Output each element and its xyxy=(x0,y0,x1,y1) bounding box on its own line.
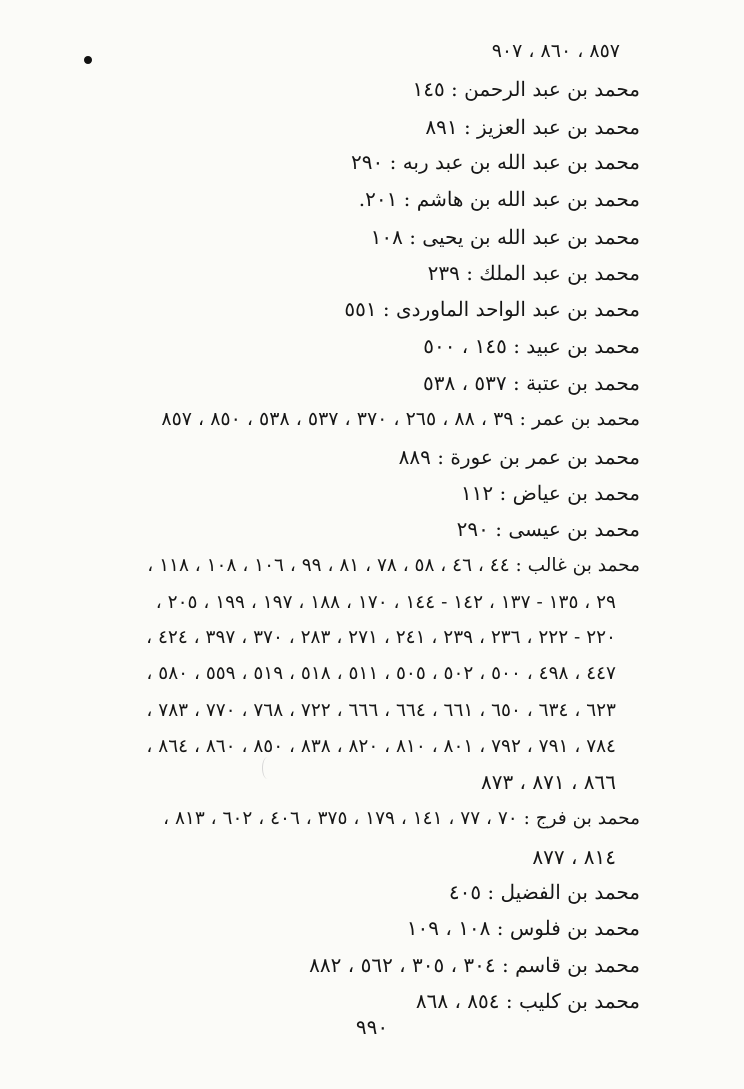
ink-dot xyxy=(84,56,92,64)
index-continuation: ٢٩ ، ١٣٥ - ١٣٧ ، ١٤٢ - ١٤٤ ، ١٧٠ ، ١٨٨ ، ١٩٧ ، ١٩٩ ، ٢٠٥ ، xyxy=(155,592,616,613)
index-entry: محمد بن عبد العزيز : ٨٩١ xyxy=(425,115,640,139)
index-continuation: ٨١٤ ، ٨٧٧ xyxy=(532,845,616,869)
index-entry: محمد بن عبد الله بن هاشم : ٢٠١. xyxy=(358,187,640,211)
index-entry: محمد بن عبيد : ١٤٥ ، ٥٠٠ xyxy=(423,334,640,358)
index-entry: محمد بن كليب : ٨٥٤ ، ٨٦٨ xyxy=(415,989,640,1013)
index-entry: محمد بن عبد الرحمن : ١٤٥ xyxy=(412,77,640,101)
index-line: ٨٥٧ ، ٨٦٠ ، ٩٠٧ xyxy=(491,40,620,62)
index-entry: محمد بن عيسى : ٢٩٠ xyxy=(456,517,640,541)
index-entry: محمد بن فلوس : ١٠٨ ، ١٠٩ xyxy=(406,916,640,940)
index-entry: محمد بن عمر : ٣٩ ، ٨٨ ، ٢٦٥ ، ٣٧٠ ، ٥٣٧ ، ٥٣٨ ، ٨٥٠ ، ٨٥٧ xyxy=(161,408,640,430)
index-entry: محمد بن عمر بن عورة : ٨٨٩ xyxy=(398,445,640,469)
index-entry: محمد بن عياض : ١١٢ xyxy=(460,481,640,505)
index-continuation: ٢٢٠ - ٢٢٢ ، ٢٣٦ ، ٢٣٩ ، ٢٤١ ، ٢٧١ ، ٢٨٣ ، ٣٧٠ ، ٣٩٧ ، ٤٢٤ ، xyxy=(146,627,616,648)
index-entry: محمد بن عبد الملك : ٢٣٩ xyxy=(427,261,640,285)
index-continuation: ٦٢٣ ، ٦٣٤ ، ٦٥٠ ، ٦٦١ ، ٦٦٤ ، ٦٦٦ ، ٧٢٢ ، ٧٦٨ ، ٧٧٠ ، ٧٨٣ ، xyxy=(146,700,616,721)
index-continuation: ٧٨٤ ، ٧٩١ ، ٧٩٢ ، ٨٠١ ، ٨١٠ ، ٨٢٠ ، ٨٣٨ ، ٨٥٠ ، ٨٦٠ ، ٨٦٤ ، xyxy=(146,736,616,757)
index-entry: محمد بن قاسم : ٣٠٤ ، ٣٠٥ ، ٥٦٢ ، ٨٨٢ xyxy=(309,953,640,977)
index-continuation: ٤٤٧ ، ٤٩٨ ، ٥٠٠ ، ٥٠٢ ، ٥٠٥ ، ٥١١ ، ٥١٨ ، ٥١٩ ، ٥٥٩ ، ٥٨٠ ، xyxy=(146,663,616,684)
index-entry: محمد بن عتبة : ٥٣٧ ، ٥٣٨ xyxy=(422,371,640,395)
index-entry: محمد بن فرج : ٧٠ ، ٧٧ ، ١٤١ ، ١٧٩ ، ٣٧٥ ، ٤٠٦ ، ٦٠٢ ، ٨١٣ ، xyxy=(163,808,640,829)
index-entry: محمد بن غالب : ٤٤ ، ٤٦ ، ٥٨ ، ٧٨ ، ٨١ ، ٩٩ ، ١٠٦ ، ١٠٨ ، ١١٨ ، xyxy=(147,555,640,576)
index-entry: محمد بن عبد الله بن يحيى : ١٠٨ xyxy=(370,225,640,249)
index-entry: محمد بن عبد الله بن عبد ربه : ٢٩٠ xyxy=(351,150,640,174)
index-entry: محمد بن الفضيل : ٤٠٥ xyxy=(448,880,640,904)
index-entry: محمد بن عبد الواحد الماوردى : ٥٥١ xyxy=(344,297,640,321)
index-continuation: ٨٦٦ ، ٨٧١ ، ٨٧٣ xyxy=(480,770,616,794)
page-number: ٩٩٠ xyxy=(355,1015,389,1039)
